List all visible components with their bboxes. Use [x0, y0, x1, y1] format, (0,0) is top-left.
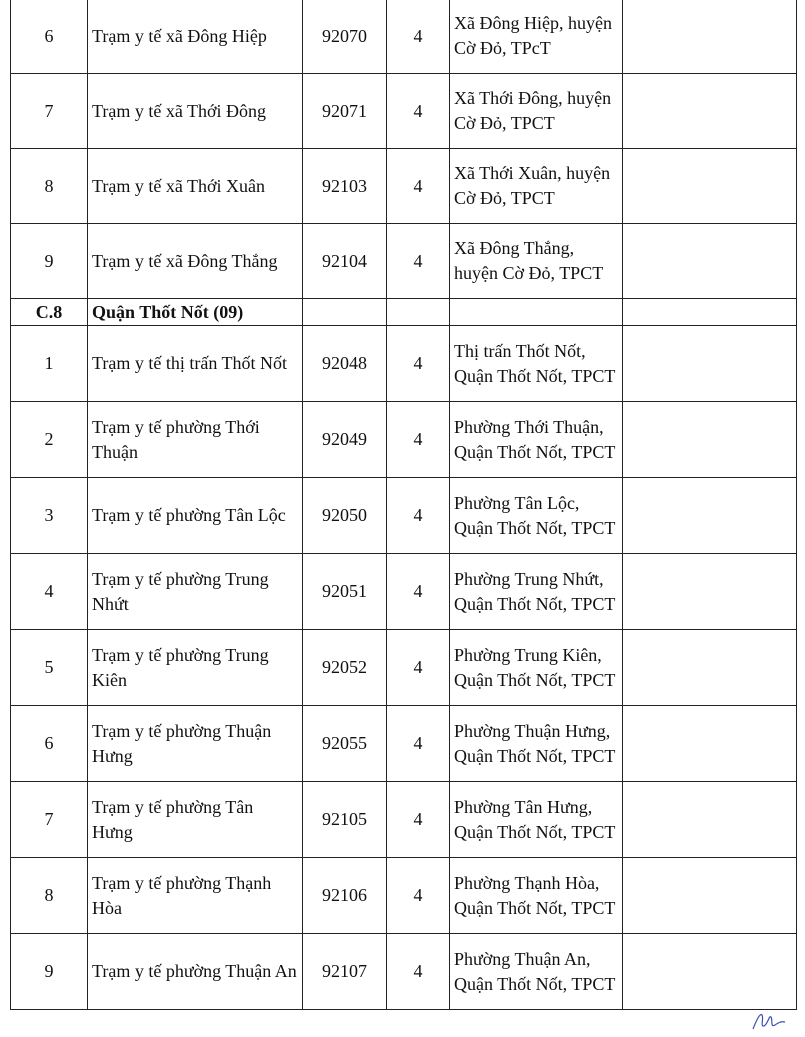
station-note [623, 858, 797, 934]
station-name: Trạm y tế phường Tân Hưng [88, 782, 303, 858]
station-note [623, 478, 797, 554]
station-level: 4 [387, 0, 450, 74]
station-code: 92106 [303, 858, 387, 934]
station-name: Trạm y tế phường Thuận An [88, 934, 303, 1010]
row-number: 5 [11, 630, 88, 706]
station-level: 4 [387, 934, 450, 1010]
table-row [11, 149, 797, 224]
station-level: 4 [387, 74, 450, 149]
row-number: 7 [11, 74, 88, 149]
table-row [11, 224, 797, 299]
station-note [623, 224, 797, 299]
station-level: 4 [387, 402, 450, 478]
station-level: 4 [387, 478, 450, 554]
station-name: Trạm y tế phường Thuận Hưng [88, 706, 303, 782]
station-note [623, 0, 797, 74]
station-address: Xã Thới Xuân, huyện Cờ Đỏ, TPCT [450, 149, 623, 224]
station-code: 92071 [303, 74, 387, 149]
station-code: 92070 [303, 0, 387, 74]
station-name: Trạm y tế xã Đông Hiệp [88, 0, 303, 74]
station-level: 4 [387, 326, 450, 402]
section-code: C.8 [11, 299, 88, 326]
table-row [11, 630, 797, 706]
table-row [11, 858, 797, 934]
table-row [11, 402, 797, 478]
station-code: 92052 [303, 630, 387, 706]
station-code: 92050 [303, 478, 387, 554]
station-address: Xã Đông Hiệp, huyện Cờ Đỏ, TPcT [450, 0, 623, 74]
station-code: 92055 [303, 706, 387, 782]
row-number: 2 [11, 402, 88, 478]
table-row [11, 326, 797, 402]
station-address: Xã Thới Đông, huyện Cờ Đỏ, TPCT [450, 74, 623, 149]
station-address: Phường Trung Nhứt, Quận Thốt Nốt, TPCT [450, 554, 623, 630]
row-number: 3 [11, 478, 88, 554]
station-code: 92051 [303, 554, 387, 630]
station-name: Trạm y tế xã Đông Thắng [88, 224, 303, 299]
station-address: Phường Thuận An, Quận Thốt Nốt, TPCT [450, 934, 623, 1010]
table-row [11, 74, 797, 149]
station-level: 4 [387, 858, 450, 934]
station-name: Trạm y tế phường Trung Kiên [88, 630, 303, 706]
station-note [623, 630, 797, 706]
row-number: 6 [11, 706, 88, 782]
table-row [11, 706, 797, 782]
station-note [623, 326, 797, 402]
station-address: Phường Thuận Hưng, Quận Thốt Nốt, TPCT [450, 706, 623, 782]
station-address: Xã Đông Thắng, huyện Cờ Đỏ, TPCT [450, 224, 623, 299]
station-note [623, 554, 797, 630]
station-address: Phường Trung Kiên, Quận Thốt Nốt, TPCT [450, 630, 623, 706]
station-note [623, 74, 797, 149]
station-name: Trạm y tế phường Thạnh Hòa [88, 858, 303, 934]
section-header-row [11, 299, 797, 326]
section-title: Quận Thốt Nốt (09) [88, 299, 303, 326]
station-level: 4 [387, 706, 450, 782]
station-code: 92107 [303, 934, 387, 1010]
health-station-table [10, 0, 797, 1010]
station-code: 92048 [303, 326, 387, 402]
station-name: Trạm y tế xã Thới Đông [88, 74, 303, 149]
station-name: Trạm y tế phường Tân Lộc [88, 478, 303, 554]
station-level: 4 [387, 630, 450, 706]
station-code: 92105 [303, 782, 387, 858]
station-level: 4 [387, 782, 450, 858]
station-note [623, 782, 797, 858]
station-name: Trạm y tế thị trấn Thốt Nốt [88, 326, 303, 402]
station-name: Trạm y tế xã Thới Xuân [88, 149, 303, 224]
table-row [11, 478, 797, 554]
station-address: Phường Thạnh Hòa, Quận Thốt Nốt, TPCT [450, 858, 623, 934]
station-name: Trạm y tế phường Trung Nhứt [88, 554, 303, 630]
row-number: 9 [11, 224, 88, 299]
station-level: 4 [387, 224, 450, 299]
table-row [11, 782, 797, 858]
station-code: 92049 [303, 402, 387, 478]
row-number: 9 [11, 934, 88, 1010]
station-note [623, 402, 797, 478]
station-note [623, 149, 797, 224]
station-note [623, 706, 797, 782]
station-note [623, 934, 797, 1010]
station-address: Phường Tân Hưng, Quận Thốt Nốt, TPCT [450, 782, 623, 858]
table-row [11, 0, 797, 74]
station-address: Phường Thới Thuận, Quận Thốt Nốt, TPCT [450, 402, 623, 478]
row-number: 8 [11, 858, 88, 934]
table-row [11, 934, 797, 1010]
row-number: 7 [11, 782, 88, 858]
station-name: Trạm y tế phường Thới Thuận [88, 402, 303, 478]
station-level: 4 [387, 149, 450, 224]
row-number: 1 [11, 326, 88, 402]
station-level: 4 [387, 554, 450, 630]
station-address: Thị trấn Thốt Nốt, Quận Thốt Nốt, TPCT [450, 326, 623, 402]
row-number: 4 [11, 554, 88, 630]
signature-mark [751, 1009, 787, 1033]
table-row [11, 554, 797, 630]
station-address: Phường Tân Lộc, Quận Thốt Nốt, TPCT [450, 478, 623, 554]
station-code: 92104 [303, 224, 387, 299]
station-code: 92103 [303, 149, 387, 224]
row-number: 8 [11, 149, 88, 224]
row-number: 6 [11, 0, 88, 74]
